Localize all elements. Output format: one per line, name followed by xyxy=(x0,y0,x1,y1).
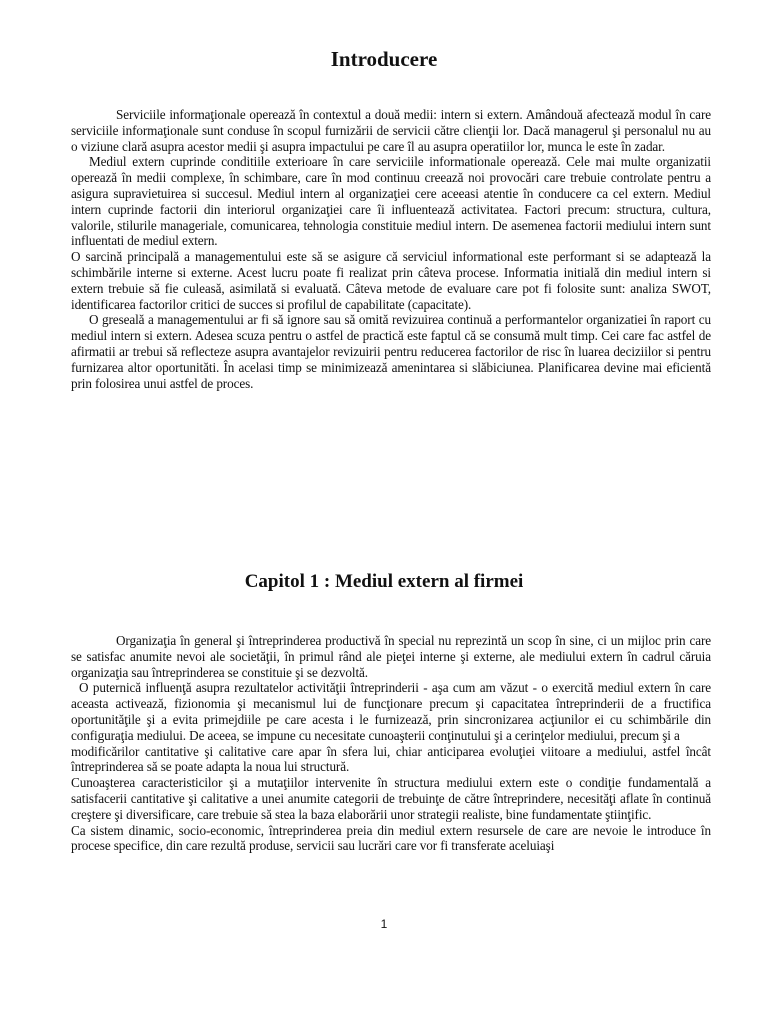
paragraph: modificărilor cantitative şi calitative care apar în sfera lui, chiar anticiparea evoluţiei viitoare a mediului, astfel încât întreprinderea să se poate adapta la noua lui structură. xyxy=(71,743,711,775)
paragraph: Organizaţia în general şi întreprinderea productivă în special nu reprezintă un scop în sine, ci un mijloc prin care se satisfac anumite nevoi ale societăţii, în primul rând ale pieţei interne şi externe, ale mediului extern în cadrul căruia organizaţia sau întreprinderea se constituie şi se dezvoltă. xyxy=(71,633,711,680)
paragraph: Serviciile informaţionale operează în contextul a două medii: intern si extern. Amândouă afectează modul în care serviciile informaţionale sunt conduse în scopul furnizării de servicii către clienţii lor. Dacă managerul şi personalul nu au o viziune clară asupra acestor medii şi asupra impactului pe care îl au asupra operatiilor lor, munca le este în zadar. xyxy=(71,107,711,154)
introduction-section xyxy=(71,107,711,391)
chapter-section xyxy=(71,633,711,854)
paragraph: O puternică influenţă asupra rezultatelor activităţii întreprinderii - aşa cum am văzut - o exercită mediul extern în care aceasta activează, fizionomia şi mecanismul lui de funcţionare precum şi capacitatea întreprinderii de a fructifica oportunităţile şi a evita primejdiile pe care acesta i le furnizează, prin sincronizarea acţiunilor ei cu schimbările din configuraţia mediului. De aceea, se impune cu necesitate cunoaşterii conţinutului şi a cerinţelor mediului, precum şi a xyxy=(71,680,711,743)
paragraph: Ca sistem dinamic, socio-economic, întreprinderea preia din mediul extern resursele de care are nevoie le introduce în procese specifice, din care rezultă produse, servicii sau lucrări care vor fi transferate aceluiaşi xyxy=(71,822,711,854)
paragraph: Cunoaşterea caracteristicilor şi a mutaţiilor intervenite în structura mediului extern este o condiţie fundamentală a satisfacerii cantitative şi calitative a unei anumite categorii de trebuinţe de către întreprindere, necesităţi aflate în continuă creştere şi diversificare, care trebuie să stea la baza elaborării unor strategii realiste, bine fundamentate ştiinţific. xyxy=(71,775,711,822)
paragraph: O sarcină principală a managementului este să se asigure că serviciul informational este performant si se adaptează la schimbările interne si externe. Acest lucru poate fi realizat prin câteva procese. Informatia initială din mediul intern si extern trebuie să fie culeasă, asimilată si evaluată. Câteva metode de evaluare care pot fi folosite sunt: analiza SWOT, identificarea factorilor critici de succes si profilul de capabilitate (capacitate). xyxy=(71,249,711,312)
chapter-title: Capitol 1 : Mediul extern al firmei xyxy=(244,571,524,592)
paragraph: Mediul extern cuprinde conditiile exterioare în care serviciile informationale operează. Cele mai multe organizatii operează în medii complexe, în schimbare, care în mod continuu creează noi provocări care trebuie controlate pentru a asigura supravietuirea si succesul. Mediul intern al organizaţiei cere aceeasi atentie în conducere ca cel extern. Mediul intern cuprinde factorii din interiorul organizaţiei care îi influentează activitatea. Factori precum: structura, cultura, valorile, stilurile manageriale, comunicarea, tehnologia constituie mediul intern. De asemenea factorii mediului intern sunt influentati de mediul extern. xyxy=(71,154,711,249)
page-title: Introducere xyxy=(330,47,438,71)
page-number: 1 xyxy=(380,917,388,931)
paragraph: O greseală a managementului ar fi să ignore sau să omită revizuirea continuă a performantelor organizatiei în raport cu mediul intern si extern. Adesea scuza pentru o astfel de practică este faptul că se consumă mult timp. Cei care fac astfel de afirmatii ar trebui să reflecteze asupra avantajelor revizuirii pentru reducerea factorilor de risc în luarea deciziilor si pentru furnizarea altor oportunităti. În acelasi timp se minimizează amenintarea si slăbiciunea. Planificarea devine mai eficientă prin folosirea unui astfel de proces. xyxy=(71,312,711,391)
